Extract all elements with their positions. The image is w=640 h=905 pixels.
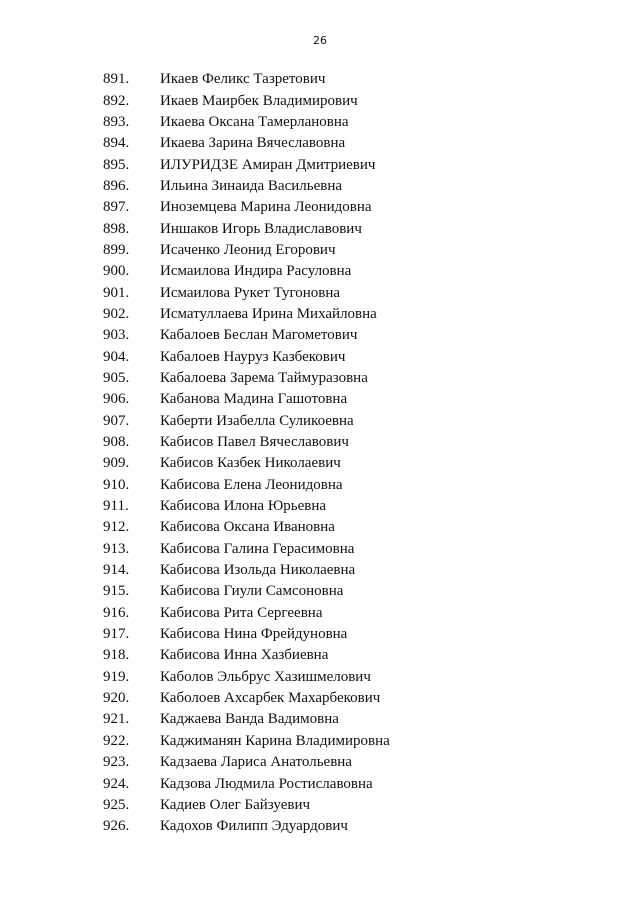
list-item	[103, 645, 390, 666]
entry-number: 896.	[103, 177, 130, 194]
list-item	[103, 432, 390, 453]
list-item	[103, 90, 390, 111]
list-item	[103, 539, 390, 560]
entry-name: Каболоев Ахсарбек Махарбекович	[160, 690, 381, 707]
entry-name: Кабисова Галина Герасимовна	[160, 540, 355, 557]
name-list	[103, 69, 390, 837]
entry-name: Кадохов Филипп Эдуардович	[160, 818, 348, 835]
entry-number: 914.	[103, 562, 130, 579]
entry-number: 908.	[103, 434, 130, 451]
entry-name: Ильина Зинаида Васильевна	[160, 177, 343, 194]
list-item	[103, 325, 390, 346]
list-item	[103, 560, 390, 581]
entry-name: Исмаилова Рукет Тугоновна	[160, 284, 341, 301]
entry-name: Кабисова Рита Сергеевна	[160, 604, 323, 621]
entry-number: 900.	[103, 263, 130, 280]
entry-name: Исаченко Леонид Егорович	[160, 241, 336, 258]
entry-name: Кабалоев Науруз Казбекович	[160, 348, 346, 365]
entry-name: Исмаилова Индира Расуловна	[160, 263, 352, 280]
list-item	[103, 176, 390, 197]
entry-name: Кабалоева Зарема Таймуразовна	[160, 369, 368, 386]
entry-number: 925.	[103, 796, 130, 813]
entry-number: 917.	[103, 626, 130, 643]
entry-name: Икаева Оксана Тамерлановна	[160, 113, 349, 130]
entry-number: 916.	[103, 604, 130, 621]
list-item	[103, 709, 390, 730]
entry-name: Каджаева Ванда Вадимовна	[160, 711, 339, 728]
list-item	[103, 133, 390, 154]
entry-number: 899.	[103, 241, 130, 258]
entry-name: Кадзаева Лариса Анатольевна	[160, 754, 352, 771]
entry-name: Кабисова Изольда Николаевна	[160, 562, 356, 579]
list-item	[103, 773, 390, 794]
entry-name: Кабисов Казбек Николаевич	[160, 455, 341, 472]
entry-name: Кабисова Илона Юрьевна	[160, 498, 327, 515]
entry-number: 918.	[103, 647, 130, 664]
entry-number: 893.	[103, 113, 130, 130]
entry-number: 905.	[103, 369, 130, 386]
entry-name: Икаев Маирбек Владимирович	[160, 92, 358, 109]
entry-name: Кабисова Гиули Самсоновна	[160, 583, 344, 600]
list-item	[103, 112, 390, 133]
entry-name: Кабисов Павел Вячеславович	[160, 434, 349, 451]
entry-number: 922.	[103, 732, 130, 749]
list-item	[103, 368, 390, 389]
entry-number: 920.	[103, 690, 130, 707]
entry-number: 924.	[103, 775, 130, 792]
list-item	[103, 624, 390, 645]
list-item	[103, 688, 390, 709]
entry-number: 895.	[103, 156, 130, 173]
entry-name: Кадиев Олег Байзуевич	[160, 796, 311, 813]
entry-name: Икаев Феликс Тазретович	[160, 71, 326, 88]
page-number: 26	[313, 34, 327, 47]
entry-number: 926.	[103, 818, 130, 835]
entry-name: ИЛУРИДЗЕ Амиран Дмитриевич	[160, 156, 376, 173]
entry-name: Иноземцева Марина Леонидовна	[160, 199, 372, 216]
entry-name: Каберти Изабелла Суликоевна	[160, 412, 354, 429]
list-item	[103, 475, 390, 496]
entry-name: Кабанова Мадина Гашотовна	[160, 391, 348, 408]
list-item	[103, 240, 390, 261]
list-item	[103, 218, 390, 239]
entry-name: Кабисова Нина Фрейдуновна	[160, 626, 348, 643]
entry-name: Кабисова Елена Леонидовна	[160, 476, 343, 493]
entry-number: 911.	[103, 498, 129, 515]
list-item	[103, 581, 390, 602]
entry-name: Икаева Зарина Вячеславовна	[160, 135, 346, 152]
entry-number: 894.	[103, 135, 130, 152]
entry-name: Кабалоев Беслан Магометович	[160, 327, 358, 344]
entry-name: Кадзова Людмила Ростиславовна	[160, 775, 373, 792]
entry-name: Иншаков Игорь Владиславович	[160, 220, 362, 237]
entry-name: Кабисова Оксана Ивановна	[160, 519, 335, 536]
entry-number: 904.	[103, 348, 130, 365]
entry-name: Каболов Эльбрус Хазишмелович	[160, 668, 371, 685]
list-item	[103, 816, 390, 837]
list-item	[103, 346, 390, 367]
list-item	[103, 667, 390, 688]
entry-number: 898.	[103, 220, 130, 237]
list-item	[103, 496, 390, 517]
entry-number: 923.	[103, 754, 130, 771]
entry-number: 921.	[103, 711, 130, 728]
list-item	[103, 517, 390, 538]
entry-number: 897.	[103, 199, 130, 216]
list-item	[103, 731, 390, 752]
entry-number: 901.	[103, 284, 130, 301]
entry-number: 907.	[103, 412, 130, 429]
list-item	[103, 261, 390, 282]
entry-name: Каджиманян Карина Владимировна	[160, 732, 390, 749]
entry-number: 902.	[103, 305, 130, 322]
entry-number: 915.	[103, 583, 130, 600]
list-item	[103, 197, 390, 218]
list-item	[103, 304, 390, 325]
entry-number: 892.	[103, 92, 130, 109]
list-item	[103, 411, 390, 432]
entry-number: 909.	[103, 455, 130, 472]
entry-number: 891.	[103, 71, 130, 88]
entry-number: 910.	[103, 476, 130, 493]
entry-number: 903.	[103, 327, 130, 344]
list-item	[103, 752, 390, 773]
list-item	[103, 795, 390, 816]
entry-number: 919.	[103, 668, 130, 685]
list-item	[103, 603, 390, 624]
entry-number: 913.	[103, 540, 130, 557]
list-item	[103, 69, 390, 90]
entry-name: Исматуллаева Ирина Михайловна	[160, 305, 377, 322]
entry-number: 912.	[103, 519, 130, 536]
list-item	[103, 154, 390, 175]
list-item	[103, 389, 390, 410]
entry-name: Кабисова Инна Хазбиевна	[160, 647, 329, 664]
list-item	[103, 453, 390, 474]
entry-number: 906.	[103, 391, 130, 408]
list-item	[103, 282, 390, 303]
